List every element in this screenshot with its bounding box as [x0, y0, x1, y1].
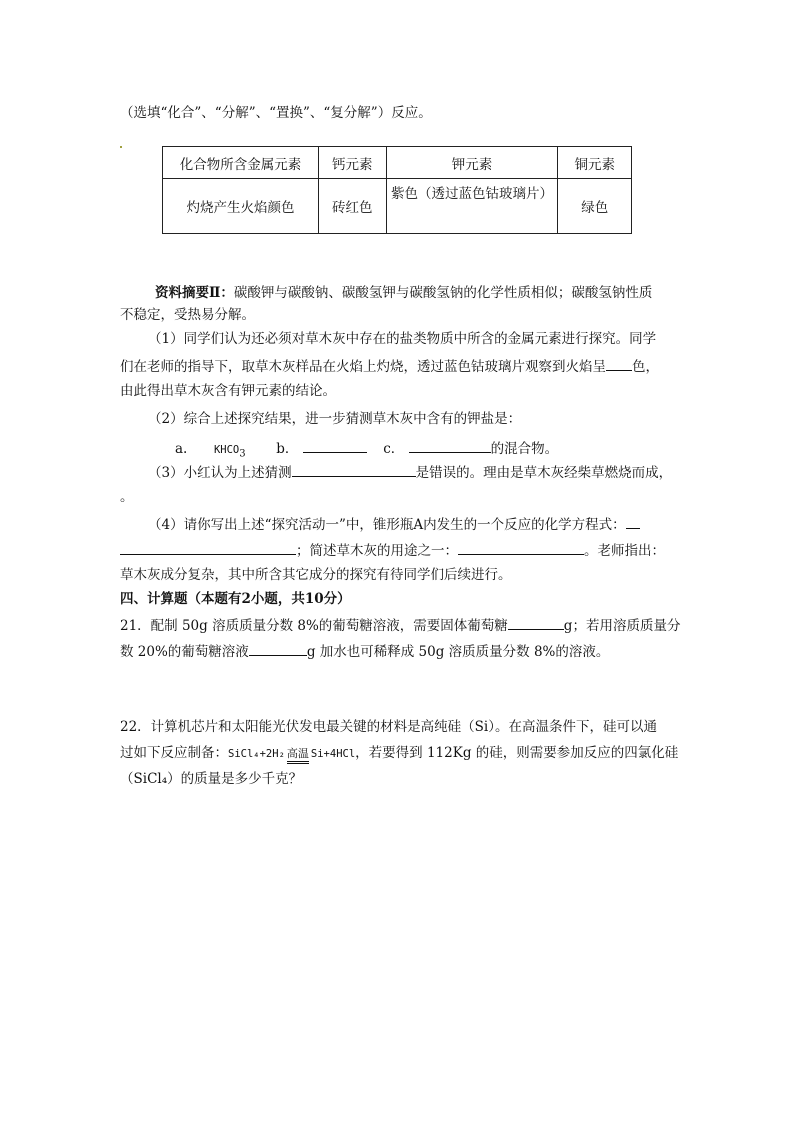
q4-line-2	[120, 540, 665, 560]
table-row-label: 灼烧产生火焰颜色	[163, 179, 319, 234]
q22-line-1: 22．计算机芯片和太阳能光伏发电最关键的材料是高纯硅（Si）。在高温条件下，硅可以通	[120, 719, 657, 735]
table-header-cell: 化合物所含金属元素	[163, 147, 319, 179]
q2-line-1: （2）综合上述探究结果，进一步猜测草木灰中含有的钾盐是：	[148, 411, 522, 427]
q4-equation-blank-start[interactable]	[626, 514, 640, 529]
q21-line-2	[120, 641, 609, 661]
q22-line-2	[120, 744, 678, 764]
q4-line-3: 草木灰成分复杂，其中所含其它成分的探究有待同学们后续进行。	[120, 567, 512, 583]
q2-a-label: a.	[175, 441, 188, 457]
q1-line-2-tail: 色，	[632, 359, 659, 375]
flame-color-table	[162, 146, 632, 234]
section-4-title: 四、计算题（本题有2小题，共10分）	[120, 591, 351, 607]
table-header-cell: 钙元素	[318, 147, 386, 179]
q1-answer-blank[interactable]	[606, 356, 632, 371]
q3-answer-blank[interactable]	[292, 462, 416, 477]
table-cell: 紫色（透过蓝色钴玻璃片）	[386, 179, 558, 234]
q1-line-1: （1）同学们认为还必须对草木灰中存在的盐类物质中所含的金属元素进行探究。同学	[148, 331, 657, 347]
q3-line-2: 。	[120, 489, 134, 505]
q22-equation-condition	[285, 748, 311, 764]
stray-mark	[120, 146, 122, 148]
q4-equation-blank[interactable]	[120, 540, 296, 555]
q3-line-1-pre: （3）小红认为上述猜测	[148, 465, 292, 481]
q22-equation-right: Si+4HCl	[310, 748, 356, 760]
q22-line-2-pre: 过如下反应制备：	[120, 745, 228, 761]
table-row	[163, 179, 632, 234]
table-cell: 砖红色	[318, 179, 386, 234]
q21-line-1-unit: g；若用溶质质量分	[563, 618, 681, 634]
q2-a-formula: KHCO	[213, 444, 240, 456]
q22-condition-text: 高温	[286, 747, 309, 760]
q21-line-1	[120, 615, 680, 635]
material-line-2: 不稳定，受热易分解。	[120, 307, 255, 323]
q2-options-line	[175, 438, 558, 464]
table-header-row	[163, 147, 632, 179]
q4-usage-blank[interactable]	[458, 540, 584, 555]
material-text: 碳酸钾与碳酸钠、碳酸氢钾与碳酸氢钠的化学性质相似；碳酸氢钠性质	[233, 285, 653, 301]
q2-b-label: b．	[276, 441, 299, 457]
q21-line-2-pre: 数 20%的葡萄糖溶液	[120, 644, 249, 660]
q1-line-3: 由此得出草木灰含有钾元素的结论。	[120, 383, 336, 399]
material-line-1	[155, 284, 652, 302]
q2-c-label: c．	[383, 441, 405, 457]
table-header-cell: 铜元素	[558, 147, 632, 179]
q4-line-1-text: （4）请你写出上述“探究活动一”中，锥形瓶A内发生的一个反应的化学方程式：	[148, 517, 626, 533]
q1-line-2-text: 们在老师的指导下，取草木灰样品在火焰上灼烧，透过蓝色钴玻璃片观察到火焰呈	[120, 359, 606, 375]
q2-b-blank[interactable]	[303, 438, 367, 453]
q22-line-3: （SiCl₄）的质量是多少千克？	[120, 771, 303, 787]
q2-a-subscript: 3	[239, 448, 246, 460]
table-cell: 绿色	[558, 179, 632, 234]
q2-tail: 的混合物。	[490, 441, 559, 457]
q22-line-2-post: ，若要得到 112Kg 的硅，则需要参加反应的四氯化硅	[355, 745, 679, 761]
q4-line-2-end: 。老师指出：	[584, 543, 665, 559]
q22-equation-left: SiCl₄+2H₂	[228, 748, 285, 760]
q21-blank-1[interactable]	[508, 615, 564, 630]
q1-line-2	[120, 356, 659, 376]
q2-c-blank[interactable]	[409, 438, 491, 453]
q21-blank-2[interactable]	[249, 641, 307, 656]
q3-line-1	[148, 462, 672, 482]
q3-line-1-post: 是错误的。理由是草木灰经柴草燃烧而成，	[415, 465, 673, 481]
q22-equals-sign	[287, 761, 309, 764]
q21-line-1-pre: 21．配制 50g 溶质质量分数 8%的葡萄糖溶液，需要固体葡萄糖	[120, 618, 508, 634]
table-header-cell: 钾元素	[386, 147, 558, 179]
q21-line-2-post: g 加水也可稀释成 50g 溶质质量分数 8%的溶液。	[306, 644, 610, 660]
q4-line-2-mid: ；简述草木灰的用途之一：	[296, 543, 458, 559]
q4-line-1	[148, 514, 640, 534]
material-title: 资料摘要Ⅱ：	[155, 285, 234, 301]
intro-line: （选填“化合”、“分解”、“置换”、“复分解”）反应。	[120, 105, 432, 121]
